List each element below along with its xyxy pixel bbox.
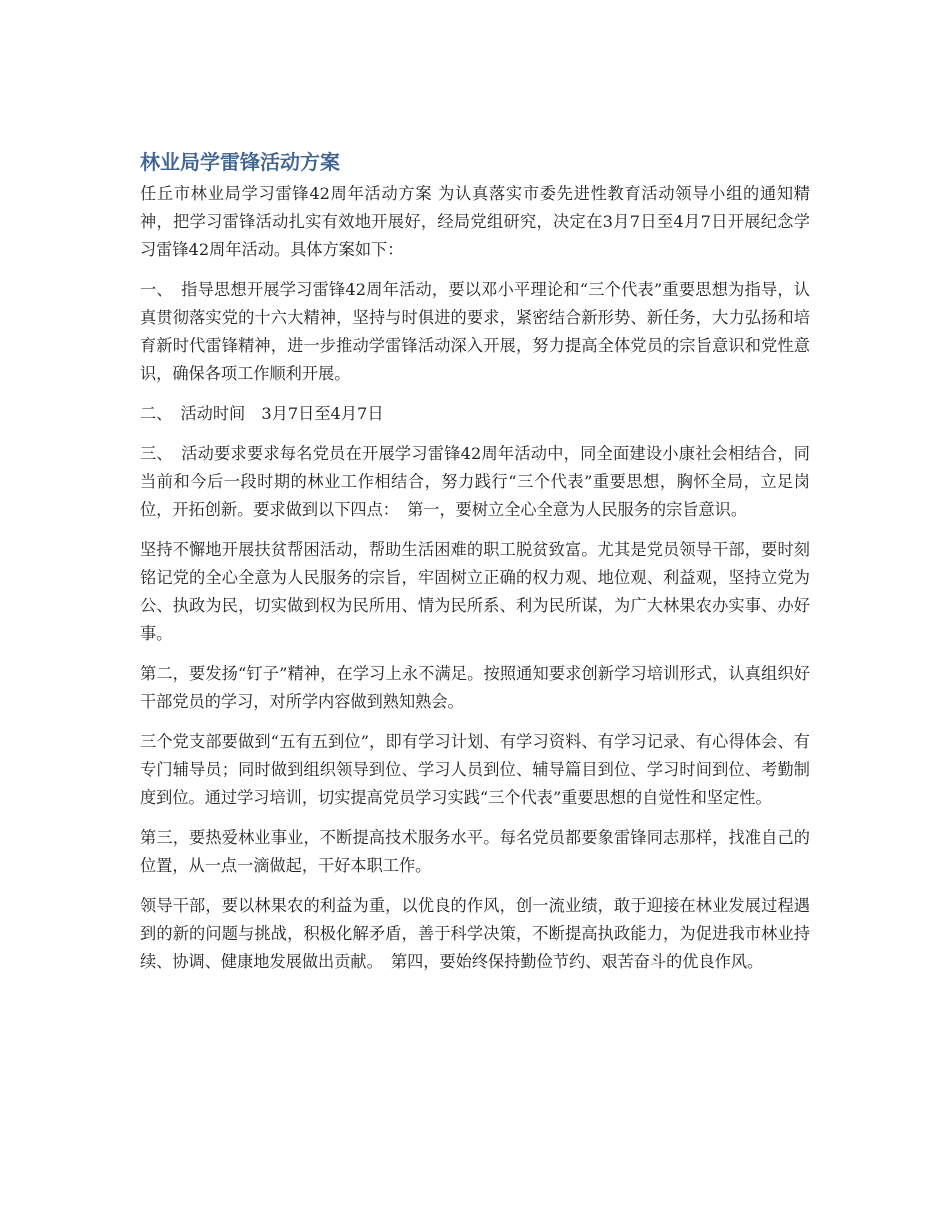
paragraph-third-point: 第三，要热爱林业事业，不断提高技术服务水平。每名党员都要象雷锋同志那样，找准自己的位置，从一点一滴做起，干好本职工作。 (140, 828, 810, 875)
paragraph-guiding-ideology: 一、 指导思想开展学习雷锋42周年活动，要以邓小平理论和“三个代表”重要思想为指导，认真贯彻落实党的十六大精神，坚持与时俱进的要求，紧密结合新形势、新任务，大力弘扬和培育新时代雷锋精神，进一步推动学雷锋活动深入开展，努力提高全体党员的宗旨意识和党性意识，确保各项工作顺利开展。 (140, 280, 810, 383)
paragraph-activity-time: 二、 活动时间 3月7日至4月7日 (140, 404, 384, 423)
document-title: 林业局学雷锋活动方案 (140, 150, 340, 174)
paragraph-leaders-fourth-point: 领导干部，要以林果农的利益为重，以优良的作风，创一流业绩，敢于迎接在林业发展过程遇到的新的问题与挑战，积极化解矛盾，善于科学决策，不断提高执政能力，为促进我市林业持续、协调、健康地发展做出贡献。 第四，要始终保持勤俭节约、艰苦奋斗的优良作风。 (140, 896, 810, 971)
paragraph-activity-requirements: 三、 活动要求要求每名党员在开展学习雷锋42周年活动中，同全面建设小康社会相结合，同当前和今后一段时期的林业工作相结合，努力践行“三个代表”重要思想，胸怀全局，立足岗位，开拓创新。要求做到以下四点： 第一，要树立全心全意为人民服务的宗旨意识。 (140, 444, 810, 519)
paragraph-poverty-relief: 坚持不懈地开展扶贫帮困活动，帮助生活困难的职工脱贫致富。尤其是党员领导干部，要时刻铭记党的全心全意为人民服务的宗旨，牢固树立正确的权力观、地位观、利益观，坚持立党为公、执政为民，切实做到权为民所用、情为民所系、利为民所谋，为广大林果农办实事、办好事。 (140, 540, 810, 643)
paragraph-second-point: 第二，要发扬“钉子”精神，在学习上永不满足。按照通知要求创新学习培训形式，认真组织好干部党员的学习，对所学内容做到熟知熟会。 (140, 664, 810, 711)
paragraph-intro: 任丘市林业局学习雷锋42周年活动方案 为认真落实市委先进性教育活动领导小组的通知精神，把学习雷锋活动扎实有效地开展好，经局党组研究，决定在3月7日至4月7日开展纪念学习雷锋42周年活动。具体方案如下： (140, 184, 810, 259)
document-body (140, 148, 810, 988)
paragraph-party-branches: 三个党支部要做到“五有五到位”，即有学习计划、有学习资料、有学习记录、有心得体会、有专门辅导员；同时做到组织领导到位、学习人员到位、辅导篇目到位、学习时间到位、考勤制度到位。通过学习培训，切实提高党员学习实践“三个代表”重要思想的自觉性和坚定性。 (140, 732, 810, 807)
